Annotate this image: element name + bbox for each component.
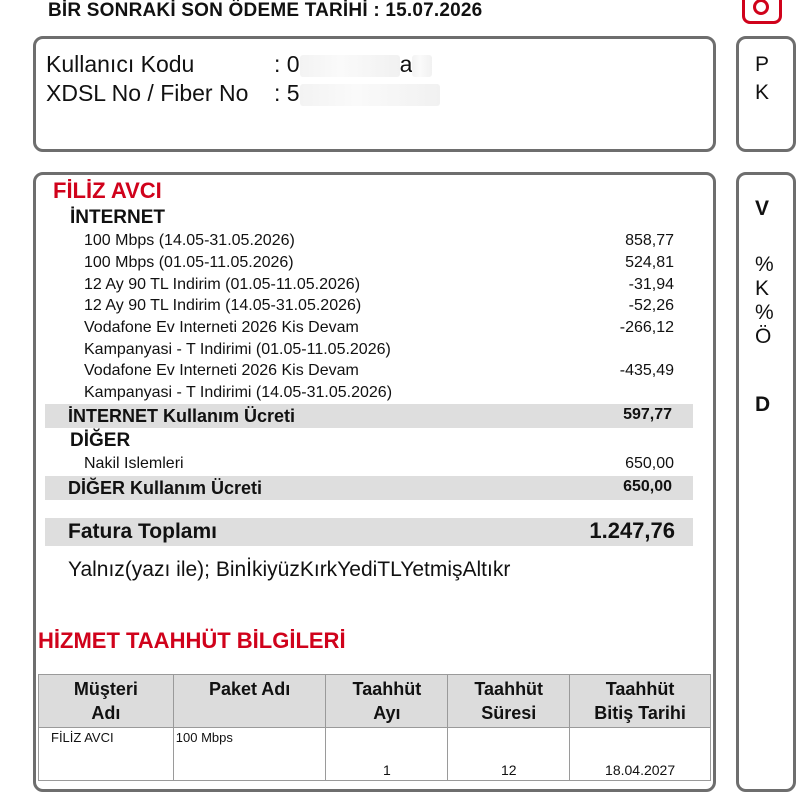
line-item-desc: Kampanyasi - T Indirimi (01.05-11.05.2026) [84,341,391,358]
cell-customer: FİLİZ AVCI [39,728,174,781]
right-box-text: % [755,253,774,276]
next-due-label: BİR SONRAKİ SON ÖDEME TARİHİ [48,0,368,21]
line-item-desc: Kampanyasi - T Indirimi (14.05-31.05.2026) [84,384,393,401]
column-header-end-date: Taahhüt Bitiş Tarihi [570,675,711,728]
corner-badge-icon [742,0,782,24]
redaction-mask [412,55,432,77]
line-item-amount: 858,77 [625,232,674,249]
right-box-text: K [755,277,770,300]
line-item [84,297,674,319]
cell-duration: 12 [448,728,570,781]
cell-package: 100 Mbps [173,728,326,781]
subtotal-amount: 650,00 [623,478,672,495]
account-info-box [33,36,716,152]
next-due-date-heading [48,0,482,22]
right-box-text: % [755,301,774,324]
subtotal-label: DİĞER Kullanım Ücreti [68,478,263,498]
user-code-tail: a [399,51,413,77]
line-item-amount: 650,00 [625,455,674,472]
redaction-mask [300,84,440,106]
invoice-total-row [45,518,693,546]
total-amount: 1.247,76 [589,518,675,543]
line-item-amount: -435,49 [619,362,674,379]
other-subtotal-row [45,476,693,500]
right-summary-box [736,172,796,792]
column-header-package: Paket Adı [173,675,326,728]
line-item [84,319,674,341]
line-item [84,232,674,254]
line-item-amount: -266,12 [619,319,674,336]
cell-month: 1 [326,728,448,781]
commitment-table [38,674,711,781]
line-item-amount: -31,94 [628,276,674,293]
line-no-value: : 5 [274,80,300,106]
line-item-desc: 12 Ay 90 TL Indirim (14.05-31.05.2026) [84,297,362,314]
right-box-text: Ö [755,325,772,348]
user-code-label: Kullanıcı Kodu [46,51,195,77]
line-item [84,341,674,363]
other-section-title: DİĞER [70,430,131,451]
line-item [84,254,674,276]
line-item [84,384,674,406]
user-code-value: : 0 [274,51,300,77]
table-row [39,728,711,781]
right-box-text: K [755,81,770,104]
internet-section-title: İNTERNET [70,207,165,228]
internet-subtotal-row [45,404,693,428]
line-item-desc: 100 Mbps (14.05-31.05.2026) [84,232,295,249]
line-item-desc: 100 Mbps (01.05-11.05.2026) [84,254,294,271]
line-item-amount: 524,81 [625,254,674,271]
line-no-row [46,80,440,107]
user-code-row [46,51,432,78]
line-no-label: XDSL No / Fiber No [46,80,249,106]
line-item-desc: Nakil Islemleri [84,455,184,472]
line-item-desc: Vodafone Ev Interneti 2026 Kis Devam [84,362,359,379]
customer-name: FİLİZ AVCI [53,178,162,203]
line-item-amount: -52,26 [628,297,674,314]
line-item-desc: 12 Ay 90 TL Indirim (01.05-11.05.2026) [84,276,361,293]
column-header-month: Taahhüt Ayı [326,675,448,728]
column-header-duration: Taahhüt Süresi [448,675,570,728]
column-header-customer: Müşteri Adı [39,675,174,728]
redaction-mask [300,55,400,77]
total-label: Fatura Toplamı [68,520,217,543]
next-due-value: : 15.07.2026 [373,0,483,21]
commitment-title: HİZMET TAAHHÜT BİLGİLERİ [38,628,346,653]
right-box-text: D [755,393,771,416]
line-item-desc: Vodafone Ev Interneti 2026 Kis Devam [84,319,359,336]
line-item [84,455,674,477]
line-item [84,362,674,384]
right-info-box [736,36,796,152]
right-box-text: V [755,197,770,220]
amount-in-words: Yalnız(yazı ile); BinİkiyüzKırkYediTLYetmişAltıkr [68,558,511,581]
right-box-text: P [755,53,770,76]
subtotal-amount: 597,77 [623,406,672,423]
cell-end-date: 18.04.2027 [570,728,711,781]
table-header-row [39,675,711,728]
subtotal-label: İNTERNET Kullanım Ücreti [68,406,296,426]
line-item [84,276,674,298]
